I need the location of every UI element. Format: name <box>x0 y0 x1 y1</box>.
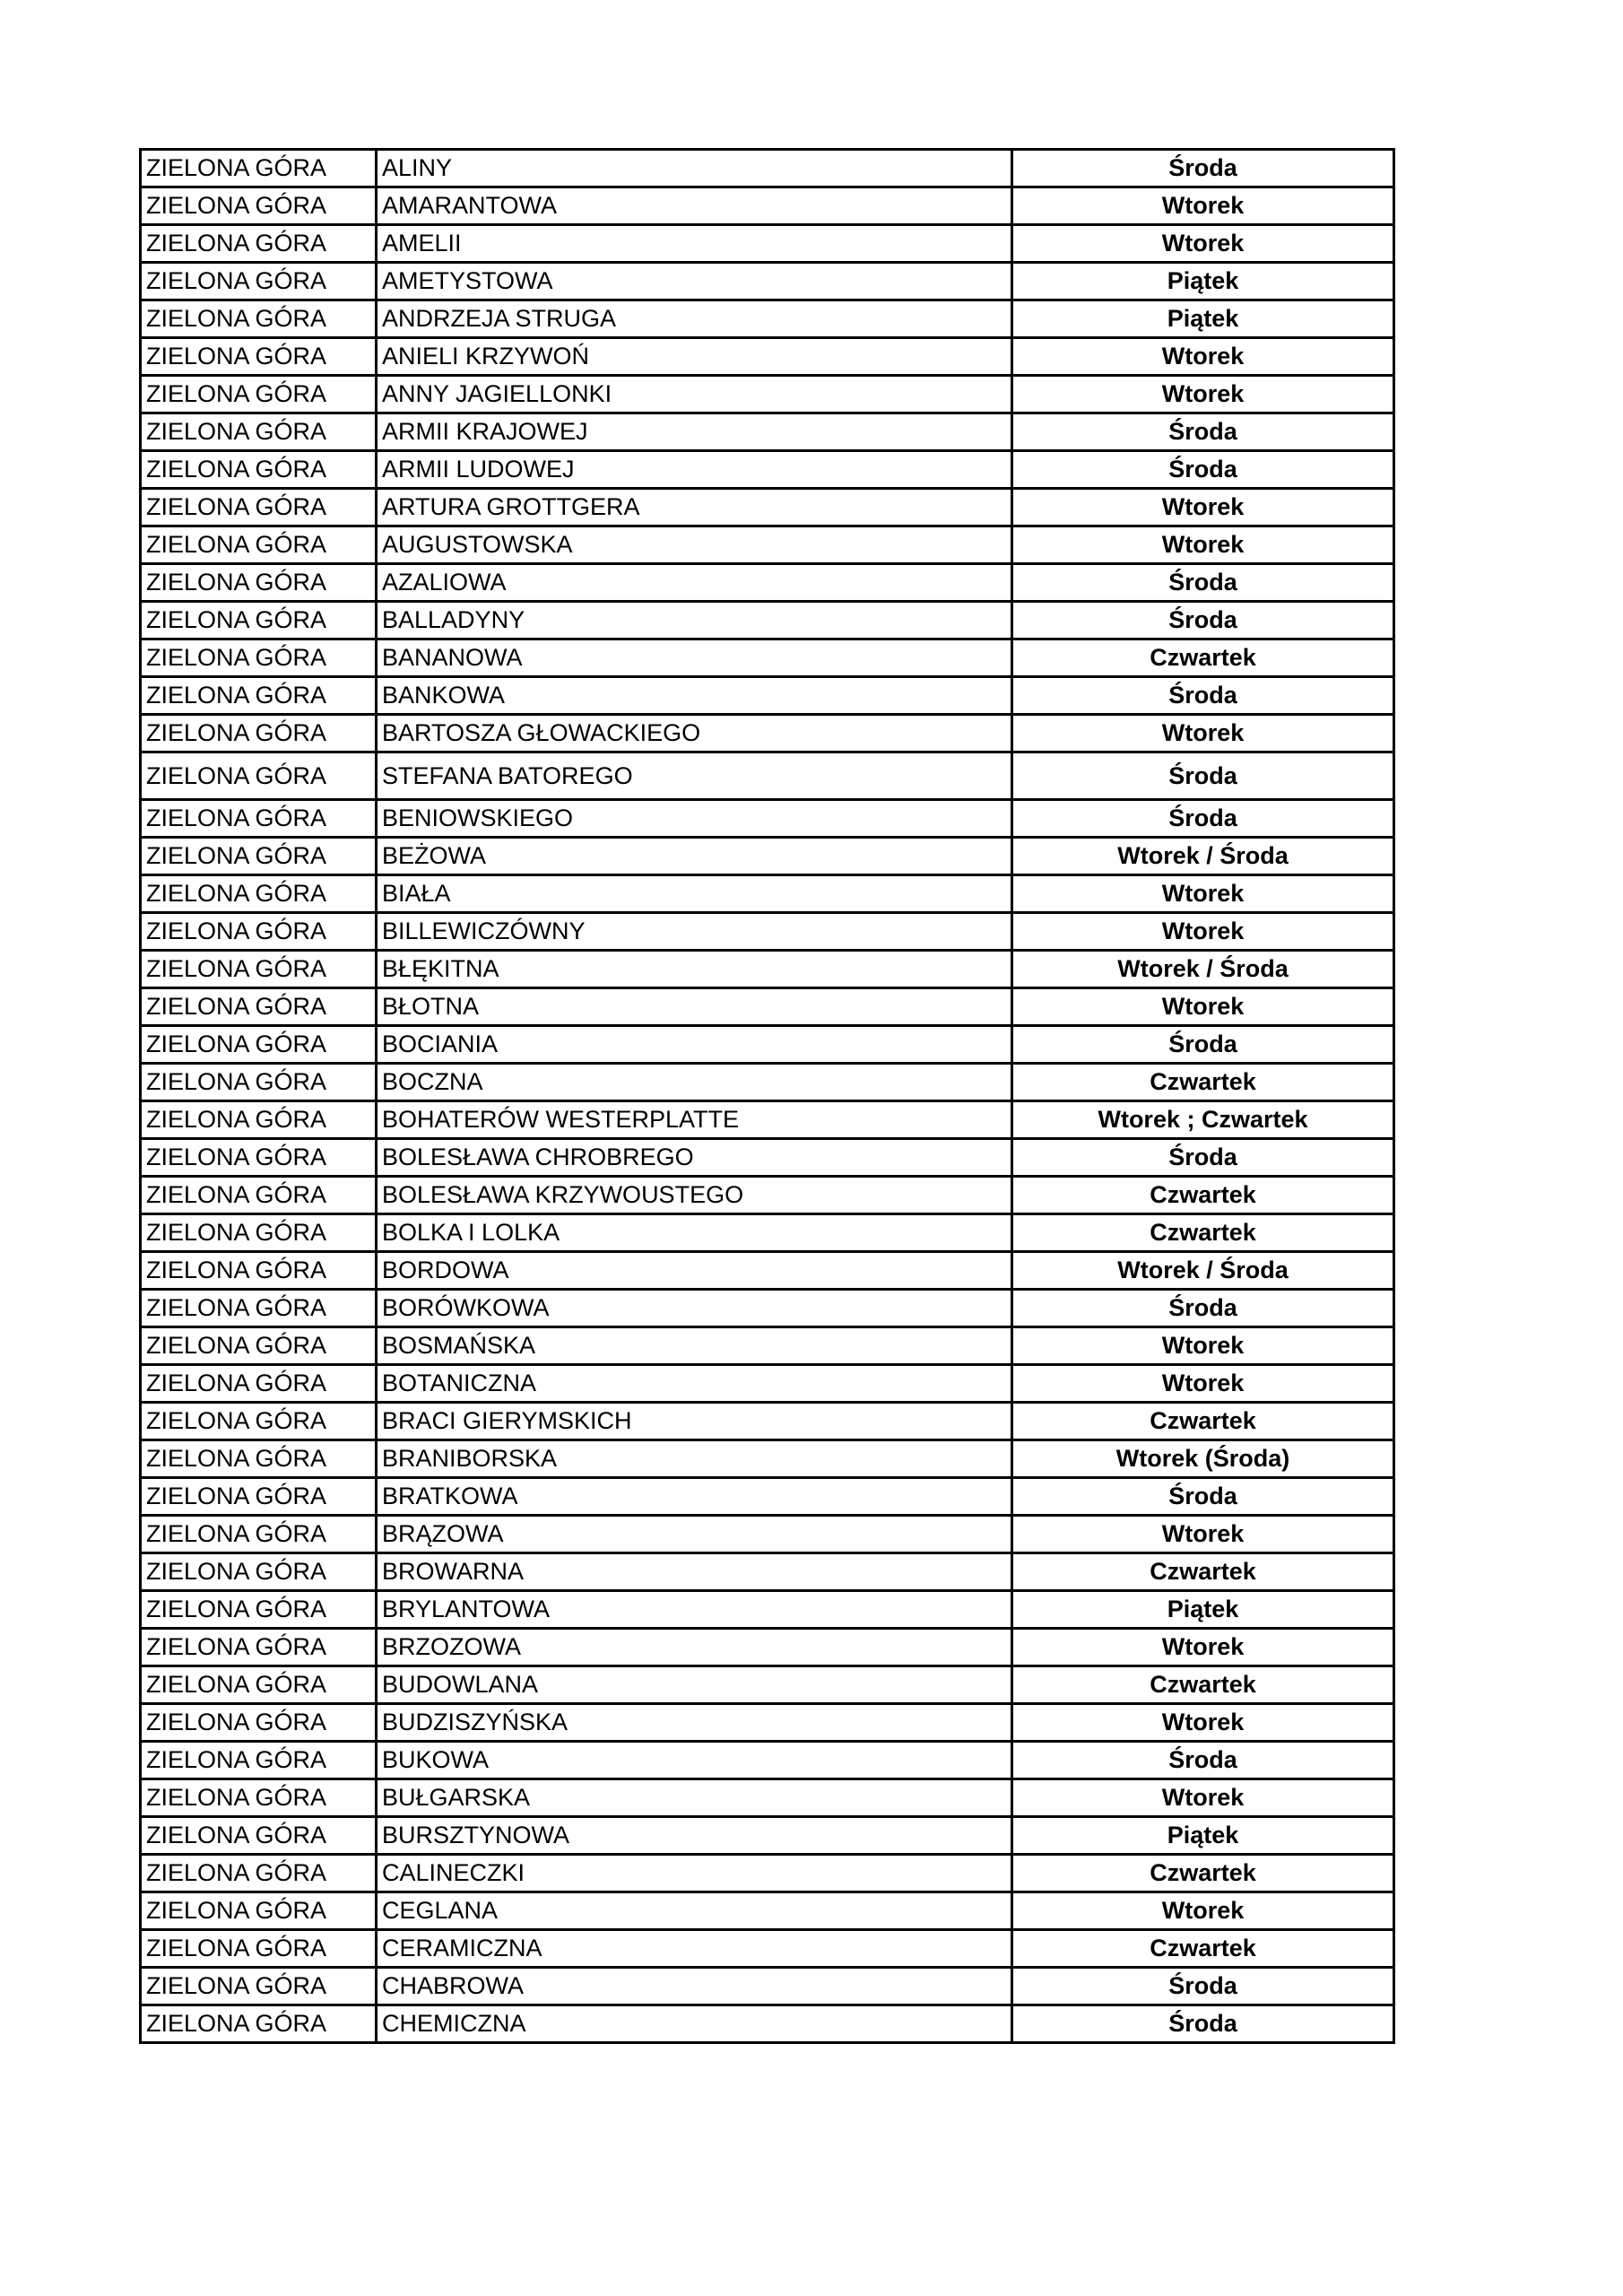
table-row <box>141 1290 1394 1327</box>
city-cell: ZIELONA GÓRA <box>141 1553 377 1591</box>
table-row <box>141 413 1394 451</box>
table-row <box>141 913 1394 951</box>
collection-day-cell: Wtorek <box>1012 1516 1394 1553</box>
city-cell: ZIELONA GÓRA <box>141 838 377 875</box>
table-row <box>141 1968 1394 2005</box>
street-cell: BOLESŁAWA CHROBREGO <box>377 1139 1012 1177</box>
collection-day-cell: Środa <box>1012 1026 1394 1064</box>
city-cell: ZIELONA GÓRA <box>141 988 377 1026</box>
table-row <box>141 752 1394 800</box>
table-row <box>141 1704 1394 1742</box>
collection-day-cell: Wtorek <box>1012 526 1394 564</box>
collection-day-cell: Środa <box>1012 1742 1394 1779</box>
collection-day-cell: Wtorek <box>1012 376 1394 413</box>
city-cell: ZIELONA GÓRA <box>141 1930 377 1968</box>
collection-day-cell: Środa <box>1012 752 1394 800</box>
city-cell: ZIELONA GÓRA <box>141 1742 377 1779</box>
collection-day-cell: Środa <box>1012 602 1394 639</box>
city-cell: ZIELONA GÓRA <box>141 1478 377 1516</box>
city-cell: ZIELONA GÓRA <box>141 1101 377 1139</box>
city-cell: ZIELONA GÓRA <box>141 1892 377 1930</box>
street-cell: AMETYSTOWA <box>377 263 1012 300</box>
table-row <box>141 1327 1394 1365</box>
street-cell: BŁOTNA <box>377 988 1012 1026</box>
table-row <box>141 602 1394 639</box>
collection-day-cell: Czwartek <box>1012 1403 1394 1440</box>
table-row <box>141 1101 1394 1139</box>
table-row <box>141 1026 1394 1064</box>
city-cell: ZIELONA GÓRA <box>141 1968 377 2005</box>
table-row <box>141 1855 1394 1892</box>
street-cell: AMARANTOWA <box>377 187 1012 225</box>
collection-day-cell: Wtorek <box>1012 988 1394 1026</box>
street-cell: CEGLANA <box>377 1892 1012 1930</box>
table-row <box>141 1064 1394 1101</box>
collection-day-cell: Wtorek <box>1012 338 1394 376</box>
city-cell: ZIELONA GÓRA <box>141 752 377 800</box>
table-row <box>141 1214 1394 1252</box>
city-cell: ZIELONA GÓRA <box>141 2005 377 2043</box>
city-cell: ZIELONA GÓRA <box>141 1629 377 1666</box>
street-cell: BANKOWA <box>377 677 1012 715</box>
street-cell: AUGUSTOWSKA <box>377 526 1012 564</box>
table-row <box>141 875 1394 913</box>
table-row <box>141 300 1394 338</box>
city-cell: ZIELONA GÓRA <box>141 1290 377 1327</box>
table-row <box>141 715 1394 752</box>
street-cell: BALLADYNY <box>377 602 1012 639</box>
collection-day-cell: Wtorek / Środa <box>1012 838 1394 875</box>
collection-day-cell: Czwartek <box>1012 1930 1394 1968</box>
city-cell: ZIELONA GÓRA <box>141 225 377 263</box>
city-cell: ZIELONA GÓRA <box>141 1440 377 1478</box>
table-row <box>141 1440 1394 1478</box>
table-row <box>141 150 1394 187</box>
street-cell: CHEMICZNA <box>377 2005 1012 2043</box>
city-cell: ZIELONA GÓRA <box>141 376 377 413</box>
collection-day-cell: Wtorek <box>1012 489 1394 526</box>
table-row <box>141 1365 1394 1403</box>
city-cell: ZIELONA GÓRA <box>141 489 377 526</box>
city-cell: ZIELONA GÓRA <box>141 1177 377 1214</box>
street-cell: BRACI GIERYMSKICH <box>377 1403 1012 1440</box>
table-row <box>141 1139 1394 1177</box>
table-row <box>141 489 1394 526</box>
street-cell: BUDOWLANA <box>377 1666 1012 1704</box>
street-cell: BRZOZOWA <box>377 1629 1012 1666</box>
collection-day-cell: Wtorek <box>1012 187 1394 225</box>
table-row <box>141 2005 1394 2043</box>
table-row <box>141 1930 1394 1968</box>
table-row <box>141 800 1394 838</box>
table-row <box>141 564 1394 602</box>
city-cell: ZIELONA GÓRA <box>141 1327 377 1365</box>
city-cell: ZIELONA GÓRA <box>141 677 377 715</box>
collection-day-cell: Wtorek <box>1012 1365 1394 1403</box>
city-cell: ZIELONA GÓRA <box>141 875 377 913</box>
table-row <box>141 1892 1394 1930</box>
collection-day-cell: Czwartek <box>1012 1666 1394 1704</box>
street-cell: ALINY <box>377 150 1012 187</box>
street-cell: BŁĘKITNA <box>377 951 1012 988</box>
city-cell: ZIELONA GÓRA <box>141 1666 377 1704</box>
collection-day-cell: Czwartek <box>1012 1177 1394 1214</box>
collection-day-cell: Wtorek / Środa <box>1012 951 1394 988</box>
table-row <box>141 1742 1394 1779</box>
city-cell: ZIELONA GÓRA <box>141 413 377 451</box>
street-cell: BUKOWA <box>377 1742 1012 1779</box>
city-cell: ZIELONA GÓRA <box>141 1403 377 1440</box>
street-cell: ARMII KRAJOWEJ <box>377 413 1012 451</box>
collection-day-cell: Piątek <box>1012 300 1394 338</box>
street-cell: BRANIBORSKA <box>377 1440 1012 1478</box>
street-cell: BORDOWA <box>377 1252 1012 1290</box>
street-cell: BENIOWSKIEGO <box>377 800 1012 838</box>
street-cell: BIAŁA <box>377 875 1012 913</box>
table-row <box>141 338 1394 376</box>
city-cell: ZIELONA GÓRA <box>141 1252 377 1290</box>
table-row <box>141 1629 1394 1666</box>
table-row <box>141 677 1394 715</box>
street-cell: BOHATERÓW WESTERPLATTE <box>377 1101 1012 1139</box>
street-cell: ARMII LUDOWEJ <box>377 451 1012 489</box>
table-row <box>141 1478 1394 1516</box>
table-row <box>141 526 1394 564</box>
city-cell: ZIELONA GÓRA <box>141 800 377 838</box>
collection-day-cell: Wtorek <box>1012 1704 1394 1742</box>
table-row <box>141 1403 1394 1440</box>
table-row <box>141 838 1394 875</box>
collection-day-cell: Środa <box>1012 451 1394 489</box>
city-cell: ZIELONA GÓRA <box>141 1855 377 1892</box>
street-cell: BOCZNA <box>377 1064 1012 1101</box>
street-cell: BILLEWICZÓWNY <box>377 913 1012 951</box>
street-cell: BOSMAŃSKA <box>377 1327 1012 1365</box>
city-cell: ZIELONA GÓRA <box>141 951 377 988</box>
table-row <box>141 263 1394 300</box>
collection-day-cell: Środa <box>1012 677 1394 715</box>
table-row <box>141 225 1394 263</box>
table-row <box>141 187 1394 225</box>
collection-day-cell: Piątek <box>1012 263 1394 300</box>
collection-day-cell: Czwartek <box>1012 1064 1394 1101</box>
collection-day-cell: Środa <box>1012 1478 1394 1516</box>
street-cell: BOLESŁAWA KRZYWOUSTEGO <box>377 1177 1012 1214</box>
street-cell: BOLKA I LOLKA <box>377 1214 1012 1252</box>
city-cell: ZIELONA GÓRA <box>141 1064 377 1101</box>
collection-day-cell: Wtorek <box>1012 1779 1394 1817</box>
city-cell: ZIELONA GÓRA <box>141 1026 377 1064</box>
collection-day-cell: Wtorek (Środa) <box>1012 1440 1394 1478</box>
street-cell: BURSZTYNOWA <box>377 1817 1012 1855</box>
table-row <box>141 451 1394 489</box>
city-cell: ZIELONA GÓRA <box>141 1704 377 1742</box>
collection-day-cell: Piątek <box>1012 1817 1394 1855</box>
table-row <box>141 951 1394 988</box>
collection-day-cell: Środa <box>1012 150 1394 187</box>
city-cell: ZIELONA GÓRA <box>141 715 377 752</box>
collection-day-cell: Środa <box>1012 1290 1394 1327</box>
collection-day-cell: Wtorek ; Czwartek <box>1012 1101 1394 1139</box>
street-cell: ARTURA GROTTGERA <box>377 489 1012 526</box>
city-cell: ZIELONA GÓRA <box>141 1817 377 1855</box>
table-row <box>141 1817 1394 1855</box>
table-row <box>141 1516 1394 1553</box>
collection-day-cell: Środa <box>1012 1968 1394 2005</box>
collection-day-cell: Wtorek <box>1012 875 1394 913</box>
city-cell: ZIELONA GÓRA <box>141 1139 377 1177</box>
collection-day-cell: Wtorek <box>1012 913 1394 951</box>
street-cell: ANNY JAGIELLONKI <box>377 376 1012 413</box>
street-cell: BEŻOWA <box>377 838 1012 875</box>
table-row <box>141 988 1394 1026</box>
street-cell: BUDZISZYŃSKA <box>377 1704 1012 1742</box>
collection-day-cell: Środa <box>1012 564 1394 602</box>
city-cell: ZIELONA GÓRA <box>141 1516 377 1553</box>
table-row <box>141 1252 1394 1290</box>
table-body <box>141 150 1394 2043</box>
collection-day-cell: Wtorek <box>1012 1327 1394 1365</box>
city-cell: ZIELONA GÓRA <box>141 1365 377 1403</box>
collection-day-cell: Piątek <box>1012 1591 1394 1629</box>
table-row <box>141 1779 1394 1817</box>
city-cell: ZIELONA GÓRA <box>141 564 377 602</box>
table-row <box>141 639 1394 677</box>
table-row <box>141 376 1394 413</box>
city-cell: ZIELONA GÓRA <box>141 451 377 489</box>
collection-day-cell: Środa <box>1012 413 1394 451</box>
city-cell: ZIELONA GÓRA <box>141 1214 377 1252</box>
street-cell: ANDRZEJA STRUGA <box>377 300 1012 338</box>
street-cell: BARTOSZA GŁOWACKIEGO <box>377 715 1012 752</box>
collection-day-cell: Środa <box>1012 1139 1394 1177</box>
city-cell: ZIELONA GÓRA <box>141 1779 377 1817</box>
collection-day-cell: Wtorek <box>1012 225 1394 263</box>
collection-day-cell: Wtorek <box>1012 715 1394 752</box>
city-cell: ZIELONA GÓRA <box>141 526 377 564</box>
street-cell: STEFANA BATOREGO <box>377 752 1012 800</box>
street-cell: BOCIANIA <box>377 1026 1012 1064</box>
street-cell: BORÓWKOWA <box>377 1290 1012 1327</box>
city-cell: ZIELONA GÓRA <box>141 639 377 677</box>
table-row <box>141 1666 1394 1704</box>
street-cell: BUŁGARSKA <box>377 1779 1012 1817</box>
street-cell: CALINECZKI <box>377 1855 1012 1892</box>
street-cell: AZALIOWA <box>377 564 1012 602</box>
collection-day-cell: Wtorek / Środa <box>1012 1252 1394 1290</box>
city-cell: ZIELONA GÓRA <box>141 187 377 225</box>
collection-day-cell: Czwartek <box>1012 1214 1394 1252</box>
collection-day-cell: Czwartek <box>1012 1553 1394 1591</box>
street-cell: BOTANICZNA <box>377 1365 1012 1403</box>
city-cell: ZIELONA GÓRA <box>141 300 377 338</box>
city-cell: ZIELONA GÓRA <box>141 150 377 187</box>
collection-day-cell: Środa <box>1012 800 1394 838</box>
city-cell: ZIELONA GÓRA <box>141 338 377 376</box>
collection-schedule-table <box>139 148 1395 2044</box>
street-cell: BRATKOWA <box>377 1478 1012 1516</box>
street-cell: CHABROWA <box>377 1968 1012 2005</box>
collection-day-cell: Wtorek <box>1012 1892 1394 1930</box>
city-cell: ZIELONA GÓRA <box>141 1591 377 1629</box>
street-cell: BANANOWA <box>377 639 1012 677</box>
city-cell: ZIELONA GÓRA <box>141 602 377 639</box>
table-row <box>141 1553 1394 1591</box>
street-cell: AMELII <box>377 225 1012 263</box>
city-cell: ZIELONA GÓRA <box>141 913 377 951</box>
collection-day-cell: Czwartek <box>1012 1855 1394 1892</box>
street-cell: CERAMICZNA <box>377 1930 1012 1968</box>
collection-day-cell: Środa <box>1012 2005 1394 2043</box>
table-row <box>141 1177 1394 1214</box>
street-cell: BRYLANTOWA <box>377 1591 1012 1629</box>
collection-day-cell: Czwartek <box>1012 639 1394 677</box>
street-cell: BROWARNA <box>377 1553 1012 1591</box>
collection-day-cell: Wtorek <box>1012 1629 1394 1666</box>
city-cell: ZIELONA GÓRA <box>141 263 377 300</box>
street-cell: ANIELI KRZYWOŃ <box>377 338 1012 376</box>
table-row <box>141 1591 1394 1629</box>
street-cell: BRĄZOWA <box>377 1516 1012 1553</box>
